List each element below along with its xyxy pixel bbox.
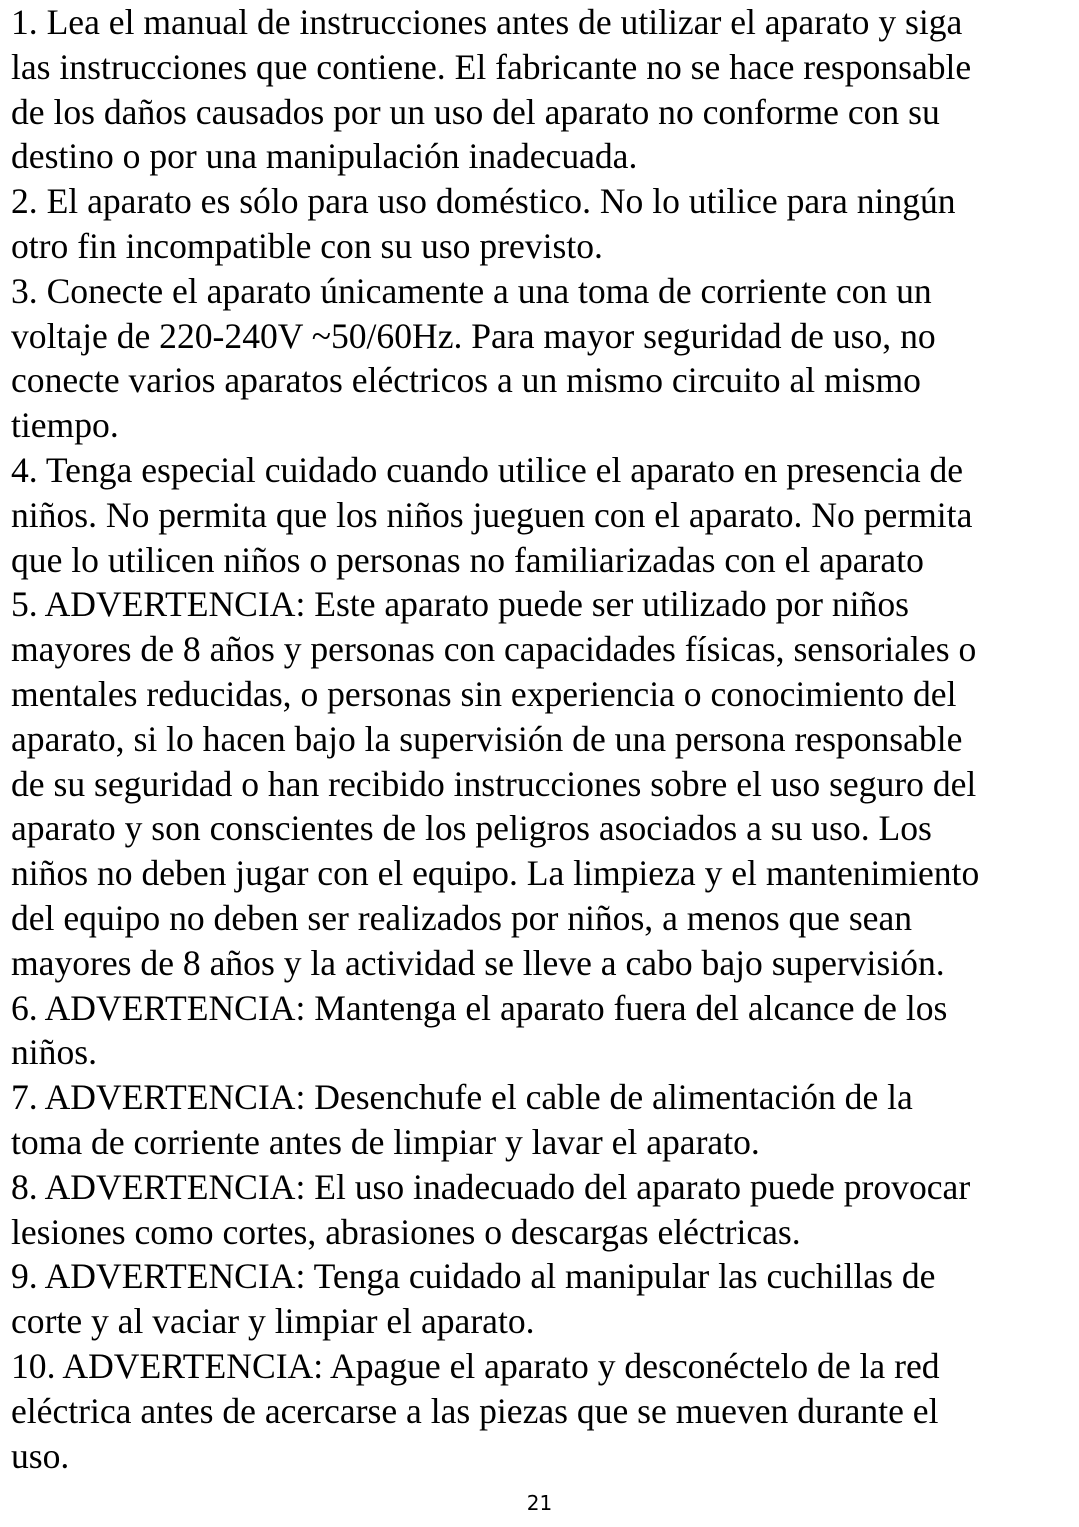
instruction-item-1 — [11, 0, 1075, 179]
text-line: 8. ADVERTENCIA: El uso inadecuado del aparato puede provocar — [11, 1166, 971, 1207]
text-line: voltaje de 220-240V ~50/60Hz. Para mayor seguridad de uso, no — [11, 315, 936, 356]
text-line: que lo utilicen niños o personas no familiarizadas con el aparato — [11, 539, 924, 580]
text-line: de los daños causados por un uso del aparato no conforme con su — [11, 91, 940, 132]
document-body — [11, 0, 1075, 1478]
text-line: mayores de 8 años y personas con capacidades físicas, sensoriales o — [11, 629, 977, 670]
text-line: 6. ADVERTENCIA: Mantenga el aparato fuera del alcance de los — [11, 987, 948, 1028]
instruction-item-6 — [11, 986, 1075, 1076]
instruction-item-8 — [11, 1165, 1075, 1255]
text-line: 2. El aparato es sólo para uso doméstico. No lo utilice para ningún — [11, 181, 956, 222]
text-line: otro fin incompatible con su uso previsto. — [11, 225, 603, 266]
text-line: uso. — [11, 1435, 70, 1476]
text-line: niños. No permita que los niños jueguen con el aparato. No permita — [11, 494, 973, 535]
text-line: corte y al vaciar y limpiar el aparato. — [11, 1301, 535, 1342]
text-line: lesiones como cortes, abrasiones o descargas eléctricas. — [11, 1211, 801, 1252]
text-line: destino o por una manipulación inadecuada. — [11, 136, 638, 177]
instruction-item-3 — [11, 269, 1075, 448]
text-line: las instrucciones que contiene. El fabricante no se hace responsable — [11, 46, 972, 87]
text-line: tiempo. — [11, 405, 119, 446]
text-line: 7. ADVERTENCIA: Desenchufe el cable de alimentación de la — [11, 1077, 913, 1118]
instruction-item-9 — [11, 1254, 1075, 1344]
text-line: niños. — [11, 1032, 97, 1073]
text-line: mayores de 8 años y la actividad se lleve a cabo bajo supervisión. — [11, 942, 945, 983]
text-line: 1. Lea el manual de instrucciones antes de utilizar el aparato y siga — [11, 2, 963, 42]
text-line: 3. Conecte el aparato únicamente a una toma de corriente con un — [11, 270, 932, 311]
text-line: 9. ADVERTENCIA: Tenga cuidado al manipular las cuchillas de — [11, 1256, 936, 1297]
instruction-item-4 — [11, 448, 1075, 582]
text-line: toma de corriente antes de limpiar y lavar el aparato. — [11, 1121, 760, 1162]
instruction-item-7 — [11, 1075, 1075, 1165]
text-line: aparato, si lo hacen bajo la supervisión de una persona responsable — [11, 718, 963, 759]
text-line: 10. ADVERTENCIA: Apague el aparato y desconéctelo de la red — [11, 1345, 940, 1386]
text-line: de su seguridad o han recibido instrucciones sobre el uso seguro del — [11, 763, 977, 804]
text-line: 5. ADVERTENCIA: Este aparato puede ser utilizado por niños — [11, 584, 909, 625]
text-line: mentales reducidas, o personas sin experiencia o conocimiento del — [11, 673, 957, 714]
instruction-item-5 — [11, 582, 1075, 985]
text-line: del equipo no deben ser realizados por niños, a menos que sean — [11, 897, 913, 938]
text-line: conecte varios aparatos eléctricos a un mismo circuito al mismo — [11, 360, 921, 401]
text-line: 4. Tenga especial cuidado cuando utilice el aparato en presencia de — [11, 449, 964, 490]
page-number: 21 — [526, 1491, 553, 1515]
text-line: eléctrica antes de acercarse a las piezas que se mueven durante el — [11, 1390, 939, 1431]
instruction-item-2 — [11, 179, 1075, 269]
text-line: aparato y son conscientes de los peligros asociados a su uso. Los — [11, 808, 932, 849]
text-line: niños no deben jugar con el equipo. La limpieza y el mantenimiento — [11, 853, 980, 894]
instruction-item-10 — [11, 1344, 1075, 1478]
